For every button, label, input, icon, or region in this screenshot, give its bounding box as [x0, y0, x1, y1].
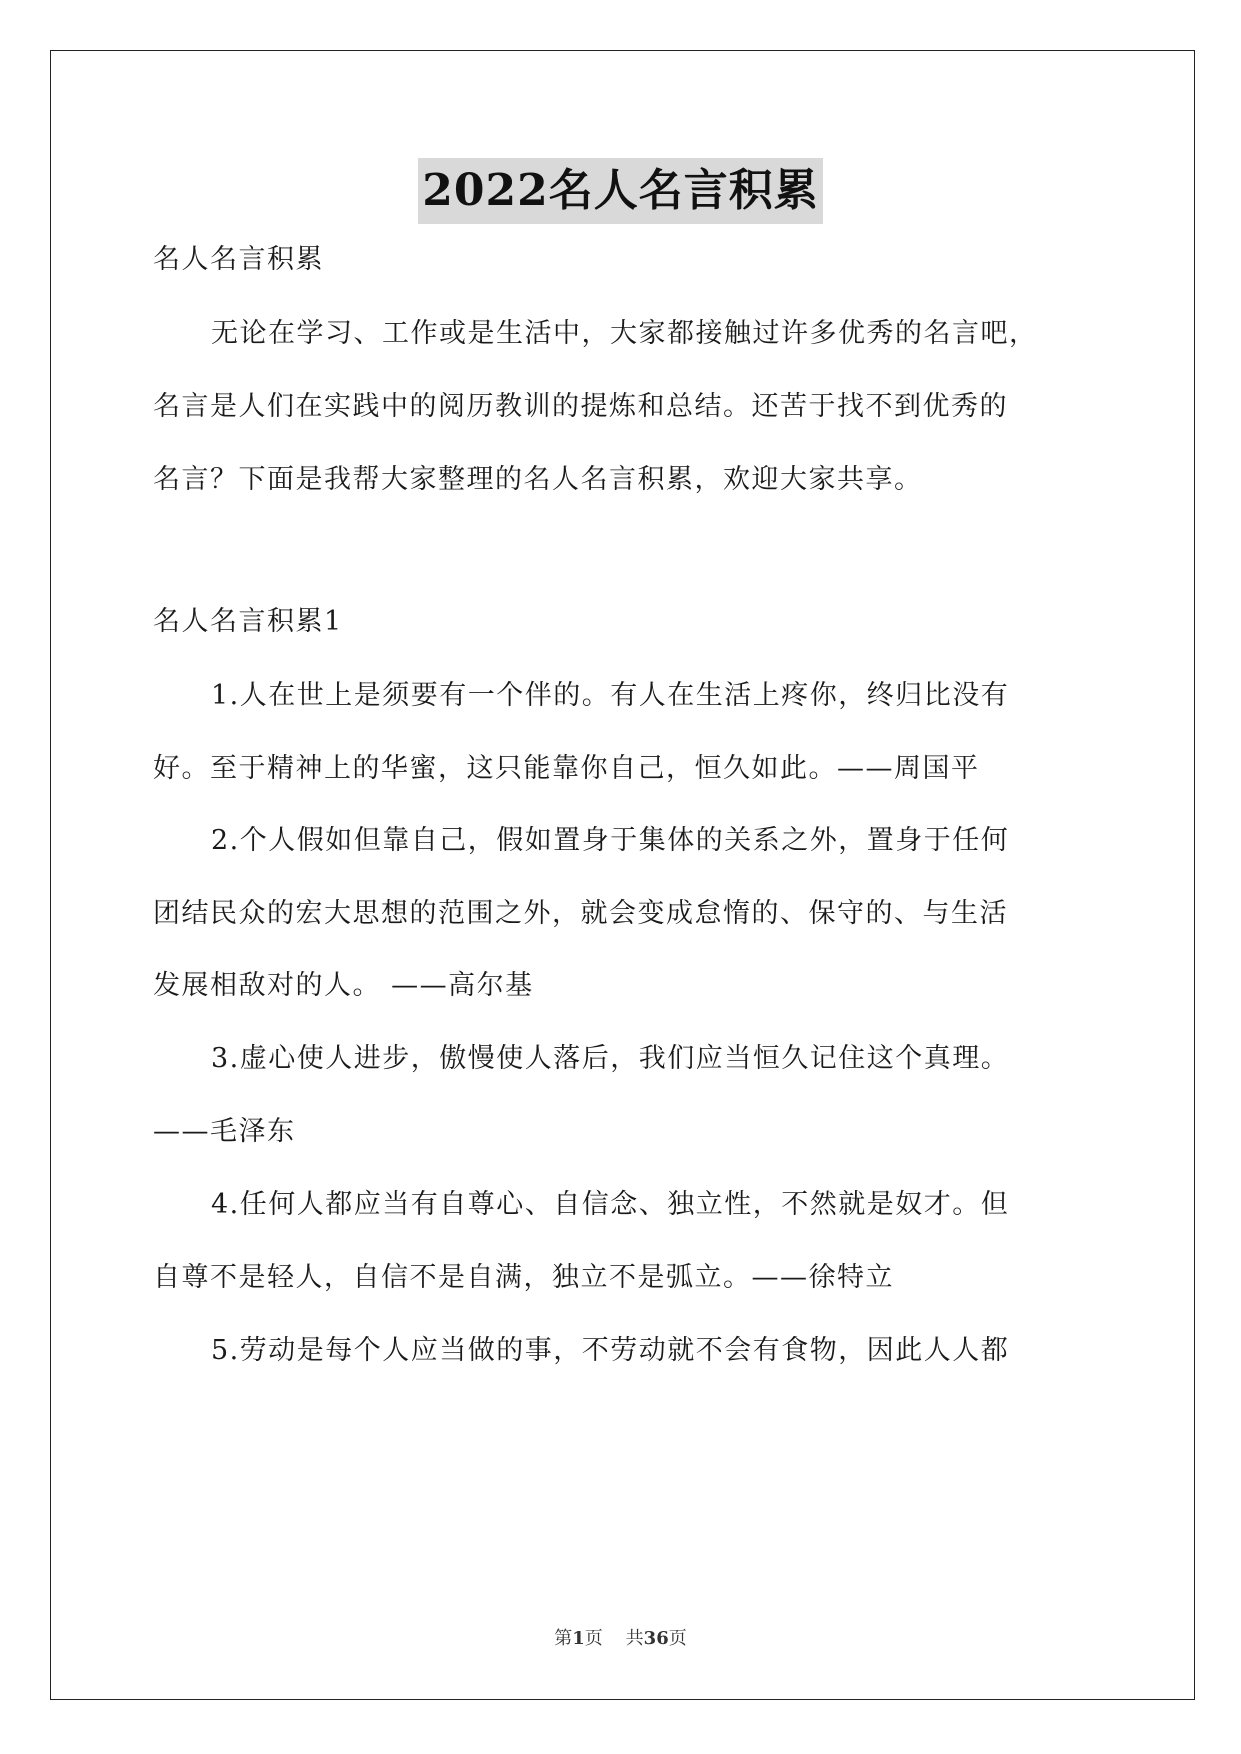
quote-line: 发展相敌对的人。 ——高尔基 — [153, 970, 534, 1001]
quote-line: 好。至于精神上的华蜜，这只能靠你自己，恒久如此。——周国平 — [153, 753, 980, 784]
intro-paragraph-line: 名言？下面是我帮大家整理的名人名言积累，欢迎大家共享。 — [153, 464, 923, 495]
intro-paragraph-line: 名言是人们在实践中的阅历教训的提炼和总结。还苦于找不到优秀的 — [153, 391, 1008, 422]
title-container — [0, 158, 1241, 224]
quote-line: 2.个人假如但靠自己，假如置身于集体的关系之外，置身于任何 — [211, 825, 1010, 856]
quote-line: 自尊不是轻人，自信不是自满，独立不是弧立。——徐特立 — [153, 1262, 894, 1293]
quote-line: 5.劳动是每个人应当做的事，不劳动就不会有食物，因此人人都 — [211, 1335, 1010, 1366]
quote-line: 1.人在世上是须要有一个伴的。有人在生活上疼你，终归比没有 — [211, 680, 1010, 711]
document-title: 2022名人名言积累 — [418, 158, 822, 224]
total-page-count: 36 — [643, 1628, 669, 1649]
section-heading: 名人名言积累 — [153, 244, 324, 275]
page-footer — [0, 1627, 1241, 1651]
subsection-heading: 名人名言积累1 — [153, 606, 343, 637]
page-prefix: 第 — [554, 1628, 573, 1649]
intro-paragraph-line: 无论在学习、工作或是生活中，大家都接触过许多优秀的名言吧， — [211, 318, 1038, 349]
page-suffix: 页 — [584, 1628, 603, 1649]
page-border — [50, 50, 1195, 1700]
quote-line: 3.虚心使人进步，傲慢使人落后，我们应当恒久记住这个真理。 — [211, 1043, 1010, 1074]
quote-line: ——毛泽东 — [153, 1116, 296, 1147]
current-page-number: 1 — [572, 1628, 585, 1649]
total-suffix: 页 — [668, 1628, 687, 1649]
total-prefix: 共 — [625, 1628, 644, 1649]
quote-line: 4.任何人都应当有自尊心、自信念、独立性，不然就是奴才。但 — [211, 1189, 1010, 1220]
quote-line: 团结民众的宏大思想的范围之外，就会变成怠惰的、保守的、与生活 — [153, 898, 1008, 929]
